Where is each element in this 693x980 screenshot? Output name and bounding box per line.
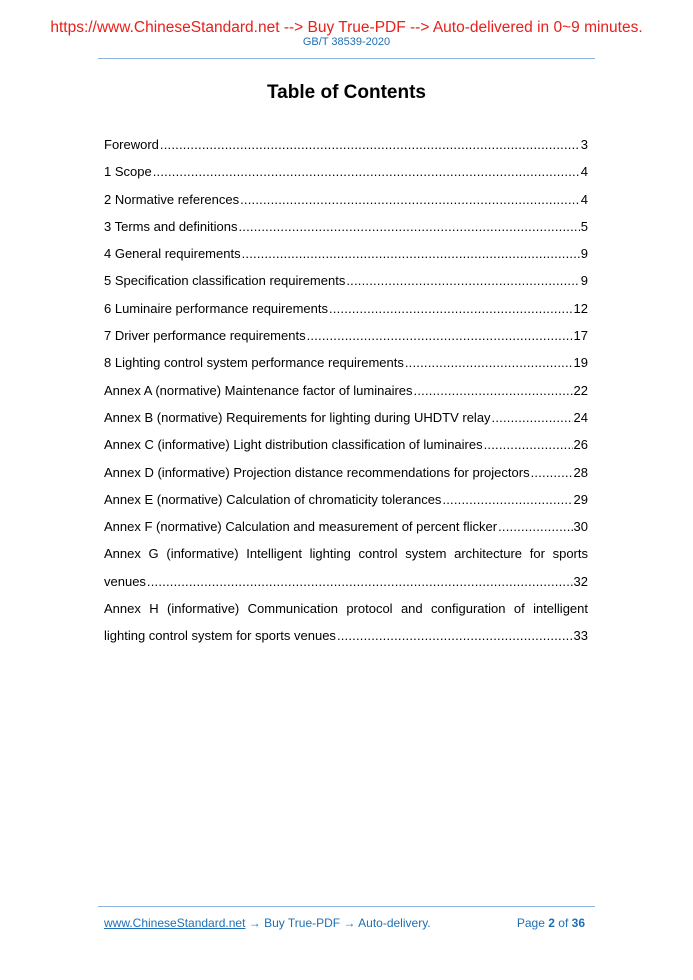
footer-delivery-text: Auto-delivery. (358, 916, 431, 930)
toc-entry-page: 26 (573, 437, 588, 453)
toc-entry-title: Annex A (normative) Maintenance factor of luminaires (104, 382, 413, 398)
toc-entry-title: 4 General requirements (104, 246, 241, 262)
toc-entry-title: Annex D (informative) Projection distance recommendations for projectors (104, 464, 530, 480)
footer-promo (104, 915, 431, 931)
toc-entry-title-line2: venues (104, 573, 146, 589)
toc-entry-page: 33 (573, 628, 588, 644)
dot-leader (153, 158, 580, 185)
dot-leader (442, 486, 572, 513)
footer-site-link[interactable]: www.ChineseStandard.net (104, 916, 246, 930)
dot-leader (484, 431, 573, 458)
toc-entry-page: 24 (573, 409, 588, 425)
toc-entry-page: 12 (573, 300, 588, 316)
dot-leader (346, 267, 579, 294)
dot-leader (147, 568, 573, 595)
toc-entry-title: 2 Normative references (104, 191, 240, 207)
page-title: Table of Contents (266, 82, 427, 103)
page-label: Page (516, 916, 545, 930)
toc-entry-page: 5 (580, 218, 588, 234)
toc-entry-page: 32 (573, 573, 588, 589)
dot-leader (240, 186, 580, 213)
toc-entry-title-line1: Annex G (informative) Intelligent lighting control system architecture for sports (104, 546, 588, 562)
toc-entry-page: 30 (573, 519, 588, 535)
toc-entry-annex-a[interactable] (104, 377, 588, 404)
toc-entry-title: 8 Lighting control system performance requirements (104, 355, 404, 371)
toc-entry-scope[interactable] (104, 158, 588, 185)
footer-divider (98, 906, 595, 907)
toc-entry-page: 4 (580, 164, 588, 180)
arrow-right-icon: → (248, 916, 261, 930)
dot-leader (160, 131, 580, 158)
dot-leader (238, 213, 579, 240)
header-banner[interactable]: https://www.ChineseStandard.net --> Buy True-PDF --> Auto-delivered in 0~9 minutes. (50, 19, 643, 36)
toc-entry-title: 3 Terms and definitions (104, 218, 238, 234)
toc-entry-title: Annex B (normative) Requirements for lighting during UHDTV relay (104, 409, 491, 425)
table-of-contents (104, 131, 588, 650)
toc-entry-page: 28 (573, 464, 588, 480)
toc-entry-page: 29 (573, 491, 588, 507)
dot-leader (492, 404, 573, 431)
toc-entry-general-requirements[interactable] (104, 240, 588, 267)
toc-entry-title: Foreword (104, 137, 159, 152)
toc-entry-driver-performance[interactable] (104, 322, 588, 349)
current-page-number: 2 (548, 916, 555, 930)
total-pages: 36 (571, 916, 585, 930)
toc-entry-annex-f[interactable] (104, 513, 588, 540)
toc-entry-page: 22 (573, 382, 588, 398)
page-indicator (517, 915, 585, 931)
toc-entry-normative-references[interactable] (104, 186, 588, 213)
toc-entry-annex-d[interactable] (104, 459, 588, 486)
toc-entry-specification-classification[interactable] (104, 267, 588, 294)
header-divider (98, 58, 595, 59)
toc-entry-page: 3 (580, 137, 588, 152)
toc-entry-title: 1 Scope (104, 164, 152, 180)
toc-entry-foreword[interactable] (104, 131, 588, 158)
arrow-right-icon: → (343, 916, 356, 930)
dot-leader (531, 459, 573, 486)
toc-entry-page: 19 (573, 355, 588, 371)
toc-entry-page: 4 (580, 191, 588, 207)
dot-leader (414, 377, 573, 404)
of-label: of (558, 916, 569, 930)
toc-entry-page: 9 (580, 273, 588, 289)
toc-entry-terms-and-definitions[interactable] (104, 213, 588, 240)
toc-entry-title-line1: Annex H (informative) Communication protocol and configuration of intelligent (104, 601, 588, 617)
dot-leader (405, 349, 573, 376)
dot-leader (242, 240, 580, 267)
toc-entry-page: 9 (580, 246, 588, 262)
toc-entry-title: Annex F (normative) Calculation and measurement of percent flicker (104, 519, 498, 535)
standard-code: GB/T 38539-2020 (302, 36, 391, 48)
toc-entry-lighting-control-system[interactable] (104, 349, 588, 376)
toc-entry-title: Annex C (informative) Light distribution classification of luminaires (104, 437, 483, 453)
toc-entry-annex-h[interactable] (104, 595, 588, 650)
dot-leader (329, 295, 573, 322)
toc-entry-title: 6 Luminaire performance requirements (104, 300, 328, 316)
footer-buy-text: Buy True-PDF (264, 916, 341, 930)
toc-entry-title: 5 Specification classification requirements (104, 273, 346, 289)
toc-entry-title-line2: lighting control system for sports venues (104, 628, 336, 644)
dot-leader (498, 513, 572, 540)
toc-entry-title: Annex E (normative) Calculation of chromaticity tolerances (104, 491, 442, 507)
dot-leader (337, 622, 573, 649)
dot-leader (307, 322, 573, 349)
toc-entry-annex-b[interactable] (104, 404, 588, 431)
toc-entry-annex-g[interactable] (104, 540, 588, 595)
toc-entry-title: 7 Driver performance requirements (104, 328, 306, 344)
toc-entry-page: 17 (573, 328, 588, 344)
toc-entry-annex-c[interactable] (104, 431, 588, 458)
toc-entry-annex-e[interactable] (104, 486, 588, 513)
toc-entry-luminaire-performance[interactable] (104, 295, 588, 322)
